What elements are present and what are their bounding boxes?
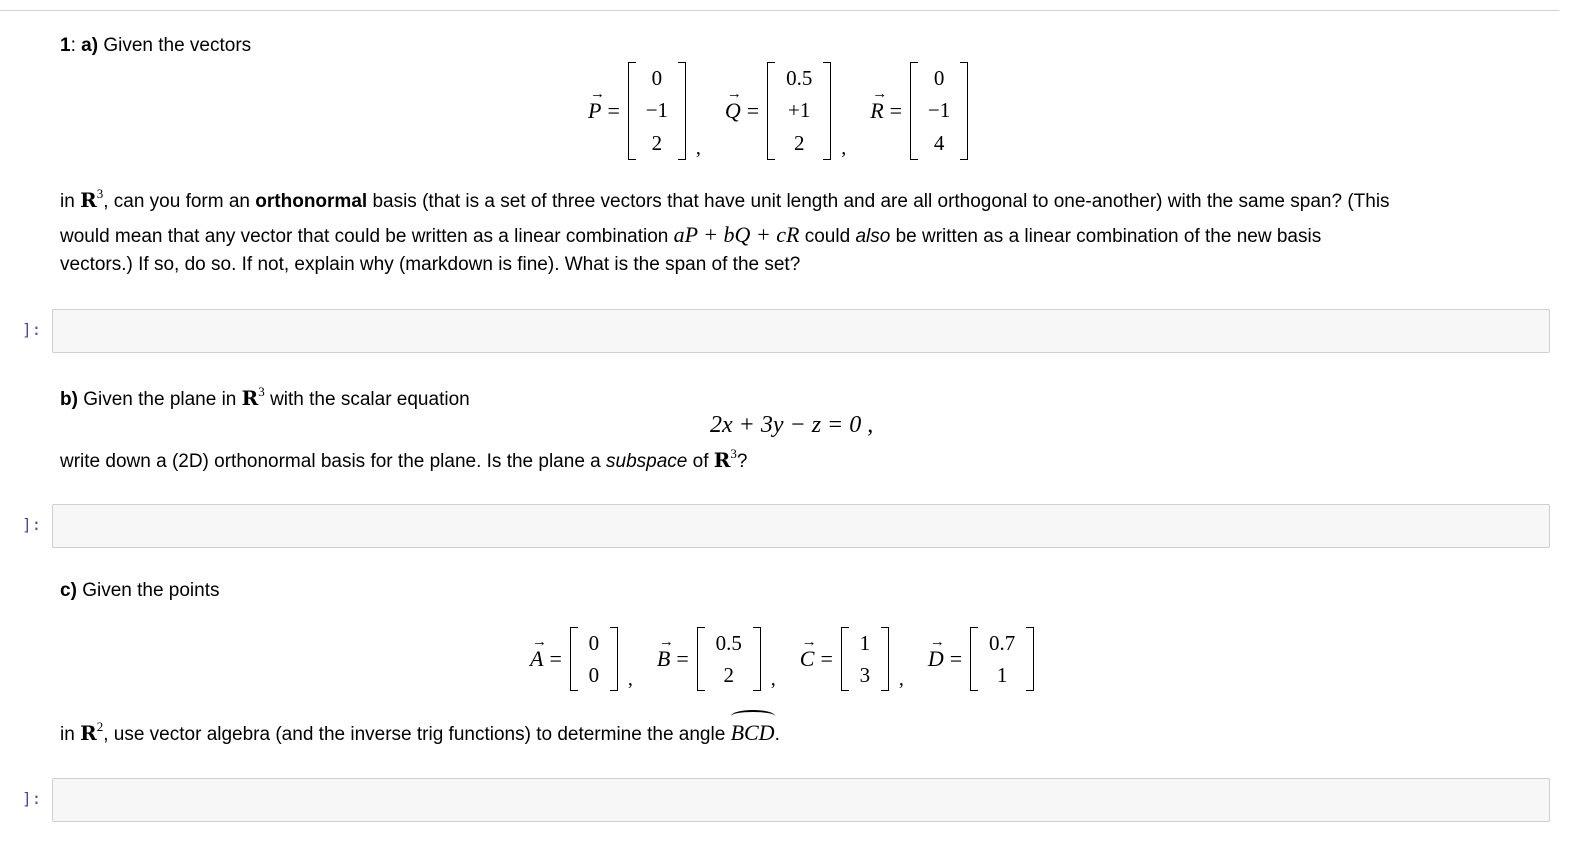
vector-q-name: → Q <box>724 86 742 123</box>
vector-r-name: → R <box>870 86 888 123</box>
point-b-name: → B <box>656 634 674 671</box>
part-a-line-1: in $R^3$, can you form an orthonormal basis (that is a set of three vectors that have unit length and are all orthogonal to one-another) with the same span? (This <box>60 186 1390 212</box>
point-d-name: → D <box>927 634 945 671</box>
answer-cell-b[interactable] <box>52 504 1550 548</box>
part-c-points: → A = 0 0 , → B = 0.5 2 , → C = 1 3 , → D = 0.7 1 <box>530 627 1036 691</box>
part-b-line-2: write down a (2D) orthonormal basis for the plane. Is the plane a subspace of $R^3$? <box>60 446 748 472</box>
cell-prompt-3: ]: <box>22 789 42 808</box>
part-a-vectors: → P = 0 −1 2 , → Q = 0.5 +1 2 , → R = 0 −1 4 <box>588 62 970 160</box>
part-b-heading: b) Given the plane in $R^3$ with the scalar equation <box>60 384 470 410</box>
point-a-name: → A <box>530 634 547 671</box>
cell-prompt-2: ]: <box>22 515 42 534</box>
part-c-line-2: in $R^2$, use vector algebra (and the inverse trig functions) to determine the angle BCD. <box>60 718 780 750</box>
answer-cell-a[interactable] <box>52 309 1550 353</box>
top-divider <box>0 10 1559 11</box>
plane-equation: 2x + 3y − z = 0 , <box>710 412 874 438</box>
part-a-line-3: vectors.) If so, do so. If not, explain why (markdown is fine). What is the span of the set? <box>60 254 801 275</box>
part-c-heading: c) Given the points <box>60 580 220 601</box>
part-a-line-2: would mean that any vector that could be written as a linear combination aP + bQ + cR could also be written as a linear combination of the new basis <box>60 222 1322 247</box>
angle-bcd: BCD <box>731 718 775 748</box>
point-c-name: → C <box>799 634 817 671</box>
part-a-heading: 1: a) Given the vectors <box>60 35 252 56</box>
answer-cell-c[interactable] <box>52 778 1550 822</box>
cell-prompt-1: ]: <box>22 320 42 339</box>
vector-p-name: → P <box>588 86 605 123</box>
